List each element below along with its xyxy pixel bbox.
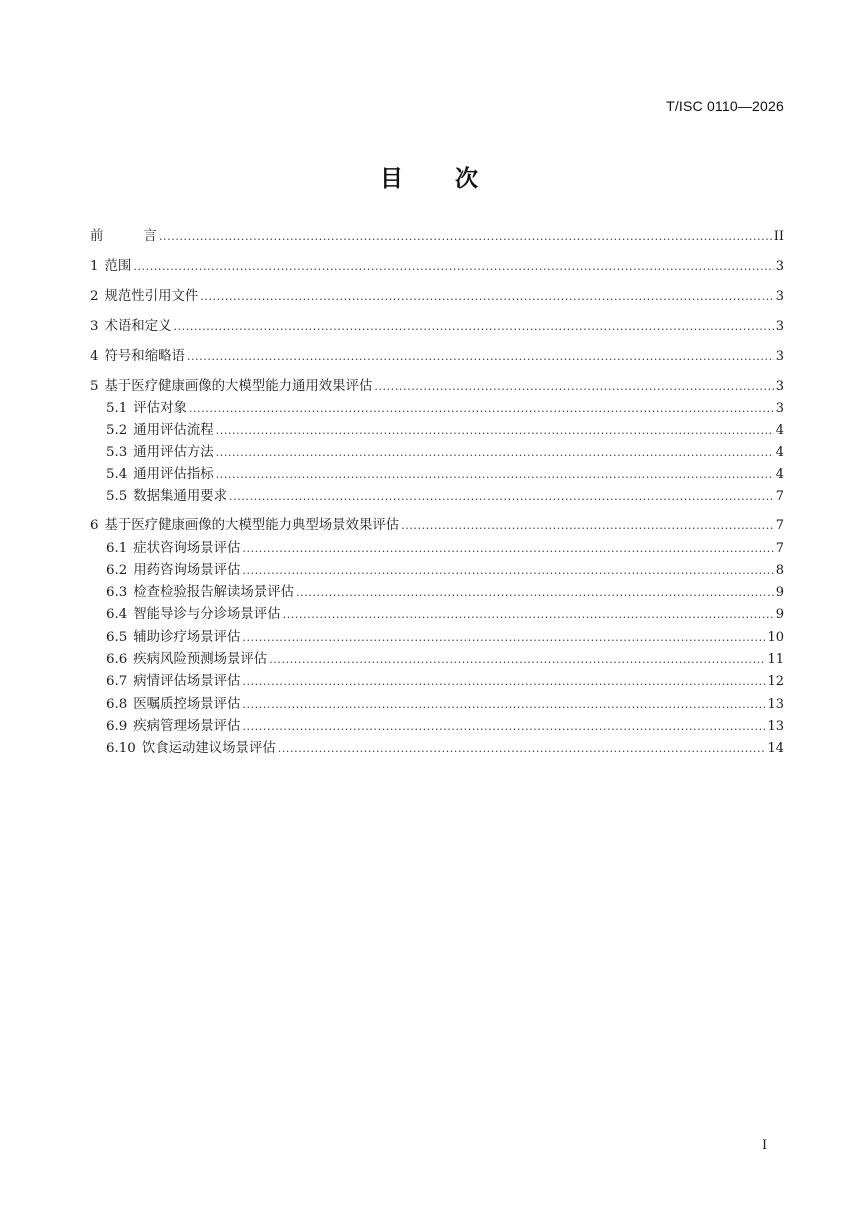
toc-entry-number: 6.5 bbox=[106, 630, 128, 645]
dot-leader bbox=[269, 651, 765, 669]
document-code: T/ISC 0110—2026 bbox=[666, 98, 784, 114]
dot-leader bbox=[374, 378, 773, 396]
toc-entry-number: 2 bbox=[90, 289, 99, 304]
dot-leader bbox=[242, 718, 765, 736]
toc-entry-6-1[interactable] bbox=[106, 540, 784, 558]
toc-entry-number: 6.9 bbox=[106, 719, 128, 734]
toc-entry-page: 4 bbox=[775, 467, 784, 482]
toc-entry-6-3[interactable] bbox=[106, 584, 784, 602]
toc-entry-5-3[interactable] bbox=[106, 444, 784, 462]
toc-entry-page: 11 bbox=[767, 652, 784, 667]
dot-leader bbox=[242, 629, 765, 647]
toc-entry-number: 5.1 bbox=[106, 401, 128, 416]
toc-entry-title: 用药咨询场景评估 bbox=[133, 563, 241, 578]
toc-entry-title: 医嘱质控场景评估 bbox=[133, 697, 241, 712]
toc-entry-6-5[interactable] bbox=[106, 629, 784, 647]
toc-entry-page: 12 bbox=[767, 674, 784, 689]
toc-entry-5-2[interactable] bbox=[106, 422, 784, 440]
page-number: I bbox=[762, 1138, 768, 1153]
toc-entry-5-1[interactable] bbox=[106, 400, 784, 418]
toc-entry-page: 13 bbox=[767, 697, 784, 712]
toc-entry-number: 6.7 bbox=[106, 674, 128, 689]
toc-entry-title: 通用评估指标 bbox=[133, 467, 214, 482]
toc-entry-number: 6.10 bbox=[106, 741, 136, 756]
toc-entry-number: 5.4 bbox=[106, 467, 128, 482]
dot-leader bbox=[242, 673, 765, 691]
toc-entry-6-8[interactable] bbox=[106, 696, 784, 714]
toc-entry-page: 3 bbox=[775, 259, 784, 274]
toc-entry-number: 5.2 bbox=[106, 423, 128, 438]
toc-entry-2[interactable] bbox=[90, 288, 784, 306]
toc-entry-title: 前 言 bbox=[90, 229, 157, 244]
toc-entry-page: 13 bbox=[767, 719, 784, 734]
dot-leader bbox=[189, 400, 774, 418]
toc-entry-title: 通用评估方法 bbox=[133, 445, 214, 460]
toc-entry-title: 病情评估场景评估 bbox=[133, 674, 241, 689]
toc-entry-page: 4 bbox=[775, 423, 784, 438]
toc-entry-6-6[interactable] bbox=[106, 651, 784, 669]
dot-leader bbox=[242, 696, 765, 714]
toc-entry-5-4[interactable] bbox=[106, 466, 784, 484]
toc-entry-number: 5 bbox=[90, 379, 99, 394]
dot-leader bbox=[159, 228, 772, 246]
toc-entry-title: 规范性引用文件 bbox=[104, 289, 199, 304]
dot-leader bbox=[187, 348, 774, 366]
toc-entry-title: 基于医疗健康画像的大模型能力典型场景效果评估 bbox=[104, 518, 400, 533]
toc-entry-4[interactable] bbox=[90, 348, 784, 366]
toc-entry-page: 14 bbox=[767, 741, 784, 756]
toc-entry-title: 范围 bbox=[104, 259, 132, 274]
toc-entry-page: 10 bbox=[767, 630, 784, 645]
toc-entry-number: 5.5 bbox=[106, 489, 128, 504]
toc-entry-number: 6.8 bbox=[106, 697, 128, 712]
dot-leader bbox=[296, 584, 774, 602]
toc-entry-page: II bbox=[773, 229, 784, 244]
dot-leader bbox=[216, 466, 774, 484]
toc-entry-number: 3 bbox=[90, 319, 99, 334]
toc-entry-page: 9 bbox=[775, 607, 784, 622]
toc-entry-foreword[interactable] bbox=[90, 228, 784, 246]
toc-entry-title: 术语和定义 bbox=[104, 319, 172, 334]
dot-leader bbox=[133, 258, 773, 276]
toc-entry-page: 7 bbox=[775, 541, 784, 556]
dot-leader bbox=[200, 288, 773, 306]
dot-leader bbox=[229, 488, 774, 506]
toc-entry-page: 3 bbox=[775, 349, 784, 364]
toc-entry-page: 3 bbox=[775, 401, 784, 416]
toc-entry-6[interactable] bbox=[90, 517, 784, 535]
toc-entry-title: 疾病管理场景评估 bbox=[133, 719, 241, 734]
toc-entry-title: 疾病风险预测场景评估 bbox=[133, 652, 268, 667]
page-title: 目 次 bbox=[380, 166, 480, 192]
toc-entry-page: 3 bbox=[775, 319, 784, 334]
toc-entry-3[interactable] bbox=[90, 318, 784, 336]
toc-entry-6-4[interactable] bbox=[106, 606, 784, 624]
toc-entry-number: 6.3 bbox=[106, 585, 128, 600]
toc-entry-number: 6 bbox=[90, 518, 99, 533]
toc-entry-number: 5.3 bbox=[106, 445, 128, 460]
toc-entry-page: 9 bbox=[775, 585, 784, 600]
toc-entry-title: 检查检验报告解读场景评估 bbox=[133, 585, 294, 600]
toc-entry-title: 评估对象 bbox=[133, 401, 187, 416]
toc-entry-6-7[interactable] bbox=[106, 673, 784, 691]
toc-entry-5-5[interactable] bbox=[106, 488, 784, 506]
dot-leader bbox=[283, 606, 774, 624]
dot-leader bbox=[242, 562, 773, 580]
toc-entry-page: 3 bbox=[775, 379, 784, 394]
toc-entry-number: 4 bbox=[90, 349, 99, 364]
toc-entry-page: 7 bbox=[775, 489, 784, 504]
toc-entry-number: 1 bbox=[90, 259, 99, 274]
toc-entry-title: 饮食运动建议场景评估 bbox=[141, 741, 276, 756]
toc-entry-number: 6.1 bbox=[106, 541, 128, 556]
dot-leader bbox=[278, 740, 766, 758]
toc-entry-title: 智能导诊与分诊场景评估 bbox=[133, 607, 281, 622]
toc-entry-5[interactable] bbox=[90, 378, 784, 396]
toc-entry-6-9[interactable] bbox=[106, 718, 784, 736]
toc-entry-title: 数据集通用要求 bbox=[133, 489, 228, 504]
dot-leader bbox=[242, 540, 773, 558]
toc-entry-title: 通用评估流程 bbox=[133, 423, 214, 438]
dot-leader bbox=[216, 444, 774, 462]
toc-entry-page: 4 bbox=[775, 445, 784, 460]
toc-entry-6-2[interactable] bbox=[106, 562, 784, 580]
toc-entry-page: 7 bbox=[775, 518, 784, 533]
dot-leader bbox=[216, 422, 774, 440]
toc-entry-title: 症状咨询场景评估 bbox=[133, 541, 241, 556]
dot-leader bbox=[401, 517, 774, 535]
toc-entry-1[interactable] bbox=[90, 258, 784, 276]
dot-leader bbox=[173, 318, 773, 336]
toc-entry-title: 基于医疗健康画像的大模型能力通用效果评估 bbox=[104, 379, 373, 394]
toc-entry-title: 辅助诊疗场景评估 bbox=[133, 630, 241, 645]
toc-entry-6-10[interactable] bbox=[106, 740, 784, 758]
toc-entry-number: 6.6 bbox=[106, 652, 128, 667]
toc-entry-title: 符号和缩略语 bbox=[104, 349, 185, 364]
toc-entry-page: 3 bbox=[775, 289, 784, 304]
toc-entry-number: 6.4 bbox=[106, 607, 128, 622]
toc-entry-page: 8 bbox=[775, 563, 784, 578]
toc-entry-number: 6.2 bbox=[106, 563, 128, 578]
